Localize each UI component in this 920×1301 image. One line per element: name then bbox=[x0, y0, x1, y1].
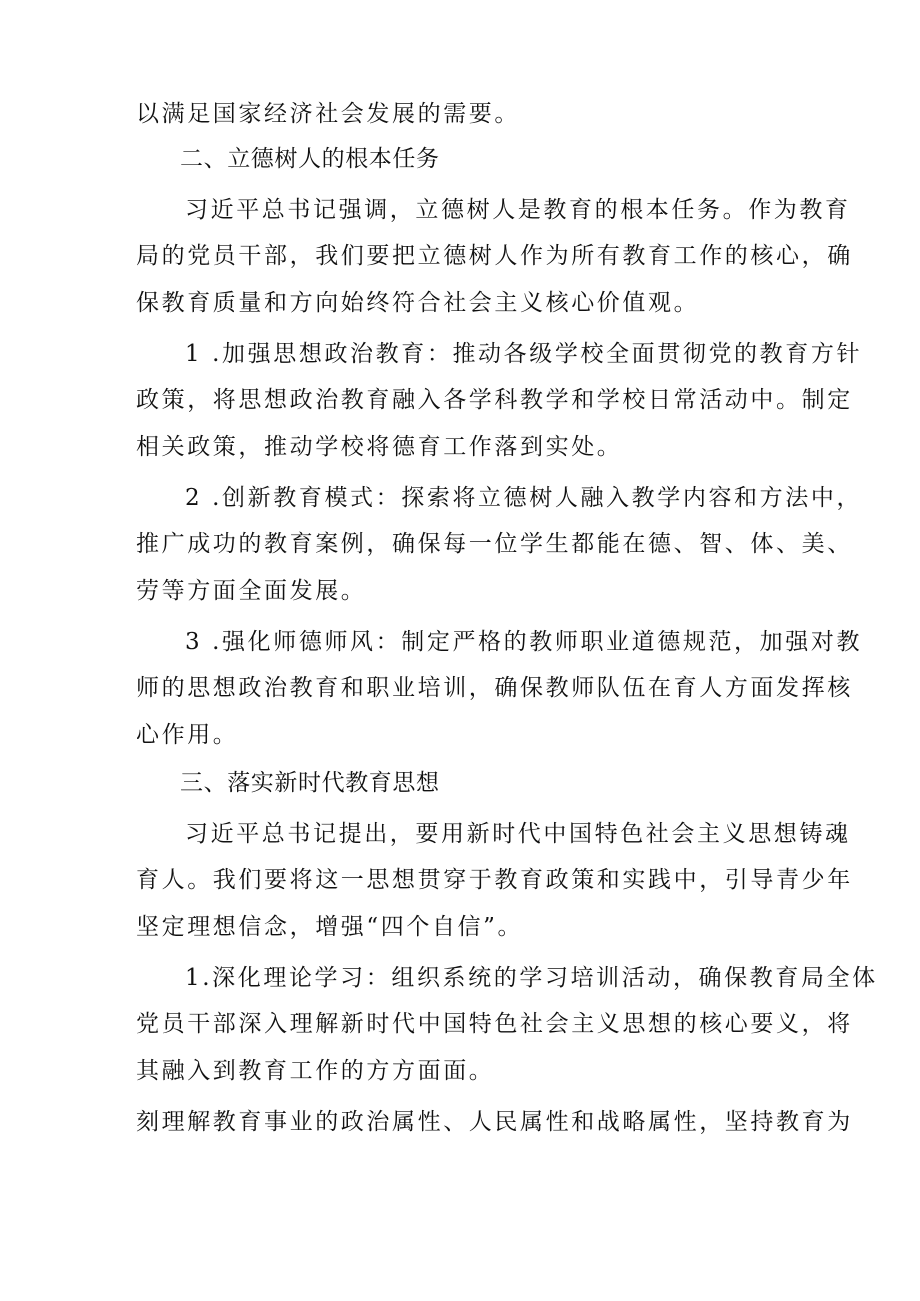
list-item-2-line: 2 .创新教育模式：探索将立德树人融入教学内容和方法中， bbox=[185, 485, 863, 511]
list-item-3-line: 心作用。 bbox=[136, 722, 239, 748]
section-2-paragraph-line: 保教育质量和方向始终符合社会主义核心价值观。 bbox=[136, 290, 700, 316]
section-3-paragraph-line: 育人。我们要将这一思想贯穿于教育政策和实践中，引导青少年 bbox=[136, 867, 853, 893]
section-3-list-item-1-line: 党员干部深入理解新时代中国特色社会主义思想的核心要义，将 bbox=[136, 1011, 853, 1037]
section-3-paragraph-line: 坚定理想信念，增强“四个自信”。 bbox=[136, 914, 524, 940]
list-item-2-line: 推广成功的教育案例，确保每一位学生都能在德、智、体、美、 bbox=[136, 531, 853, 557]
section-3-list-item-1-line: 1.深化理论学习：组织系统的学习培训活动，确保教育局全体 bbox=[185, 965, 878, 991]
list-item-1-line: 相关政策，推动学校将德育工作落到实处。 bbox=[136, 434, 623, 460]
trailing-paragraph-line: 刻理解教育事业的政治属性、人民属性和战略属性，坚持教育为 bbox=[136, 1109, 853, 1135]
list-item-2-line: 劳等方面全面发展。 bbox=[136, 578, 367, 604]
list-item-1-line: 1 .加强思想政治教育：推动各级学校全面贯彻党的教育方针 bbox=[185, 341, 863, 367]
section-2-paragraph-line: 习近平总书记强调，立德树人是教育的根本任务。作为教育 bbox=[185, 197, 851, 223]
section-3-list-item-1-line: 其融入到教育工作的方方面面。 bbox=[136, 1058, 495, 1084]
list-item-3-line: 师的思想政治教育和职业培训，确保教师队伍在育人方面发挥核 bbox=[136, 675, 853, 701]
list-item-1-line: 政策，将思想政治教育融入各学科教学和学校日常活动中。制定 bbox=[136, 387, 853, 413]
section-3-paragraph-line: 习近平总书记提出，要用新时代中国特色社会主义思想铸魂 bbox=[185, 821, 851, 847]
section-2-paragraph-line: 局的党员干部，我们要把立德树人作为所有教育工作的核心，确 bbox=[136, 243, 853, 269]
list-item-3-line: 3 .强化师德师风：制定严格的教师职业道德规范，加强对教 bbox=[185, 629, 863, 655]
paragraph-continuation-line: 以满足国家经济社会发展的需要。 bbox=[136, 101, 520, 127]
section-heading-3: 三、落实新时代教育思想 bbox=[180, 770, 440, 796]
section-heading-2: 二、立德树人的根本任务 bbox=[180, 146, 440, 172]
